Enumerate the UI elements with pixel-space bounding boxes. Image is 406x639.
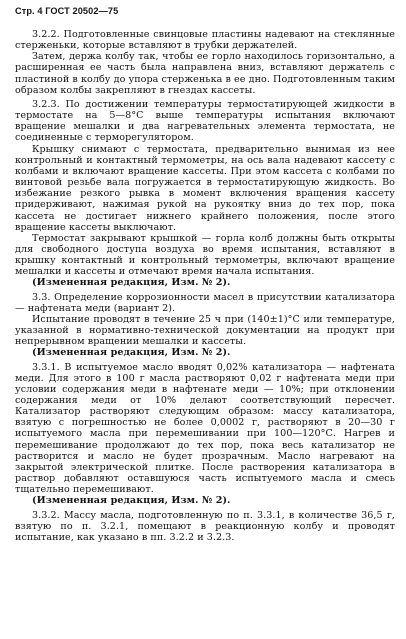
amendment-note-1: (Измененная редакция, Изм. № 2).: [32, 277, 231, 289]
paragraph-holder-insertion: Затем, держа колбу так, чтобы ее горло находилось горизонтально, а расширенная ее часть была направлена вниз, вставляют держатель с пластиной в колбу до упора стерженька в ее дно. Подготовленным таким образом колбы закрепляют в гнездах кассеты.: [15, 51, 395, 96]
paragraph-cassette-mounting: Крышку снимают с термостата, предварительно вынимая из нее контрольный и контактный термометры, на ось вала надевают кассету с колбами и включают вращение кассеты. При этом кассета с колбами по винтовой резьбе вала погружается в термостатирующую жидкость. Во избежание резкого рывка в момент включения вращения кассету придерживают, нажимая рукой на рукоятку вниз до тех пор, пока кассета не достигает нижнего крайнего положения, после этого вращение кассеты выключают.: [15, 143, 395, 233]
paragraph-thermostat-closing: Термостат закрывают крышкой — горла колб должны быть открыты для свободного доступа воздуха во время испытания, вставляют в крышку контактный и контрольный термометры, включают вращение мешалки и кассеты и отмечают время начала испытания.: [15, 232, 395, 278]
paragraph-3-2-2: 3.2.2. Подготовленные свинцовые пластины надевают на стеклянные стерженьки, которые вставляют в трубки держателей.: [15, 29, 395, 52]
page-header: Стр. 4 ГОСТ 20502—75: [15, 6, 119, 16]
paragraph-3-3-2: 3.3.2. Массу масла, подготовленную по п. 3.3.1, в количестве 36,5 г, взятую по п. 3.2.1, помещают в реакционную колбу и проводят испытание, как указано в пп. 3.2.2 и 3.2.3.: [15, 509, 395, 543]
paragraph-3-2-3: 3.2.3. По достижении температуры термостатирующей жидкости в термостате на 5—8°С выше температуры испытания включают вращение мешалки и два нагревательных элемента термостата, не соединенные с терморегулятором.: [15, 98, 395, 144]
paragraph-3-3-1: 3.3.1. В испытуемое масло вводят 0,02% катализатора — нафтената меди. Для этого в 100 г масла растворяют 0,02 г нафтената меди при условии содержания меди в нафтенате меди — 10%; при отклонении содержания меди от 10% делают соответствующий пересчет. Катализатор растворяют следующим образом: массу катализатора, взятую с погрешностью не более 0,0002 г, растворяют в 20—30 г испытуемого масла при перемешивании при 100—120°С. Нагрев и перемешивание продолжают до тех пор, пока весь катализатор не растворится и масло не будет прозрачным. Масло нагревают на закрытой электрической плитке. После растворения катализатора в раствор добавляют оставшуюся часть испытуемого масла и смесь тщательно перемешивают.: [15, 361, 395, 496]
paragraph-test-duration: Испытание проводят в течение 25 ч при (140±1)°С или температуре, указанной в нормативно-технической документации на продукт при непрерывном вращении мешалки и кассеты.: [15, 313, 395, 348]
amendment-note-2: (Измененная редакция, Изм. № 2).: [32, 347, 231, 359]
paragraph-3-3: 3.3. Определение коррозионности масел в присутствии катализатора — нафтената меди (вариант 2).: [15, 291, 395, 314]
amendment-note-3: (Измененная редакция, Изм. № 2).: [32, 495, 231, 507]
